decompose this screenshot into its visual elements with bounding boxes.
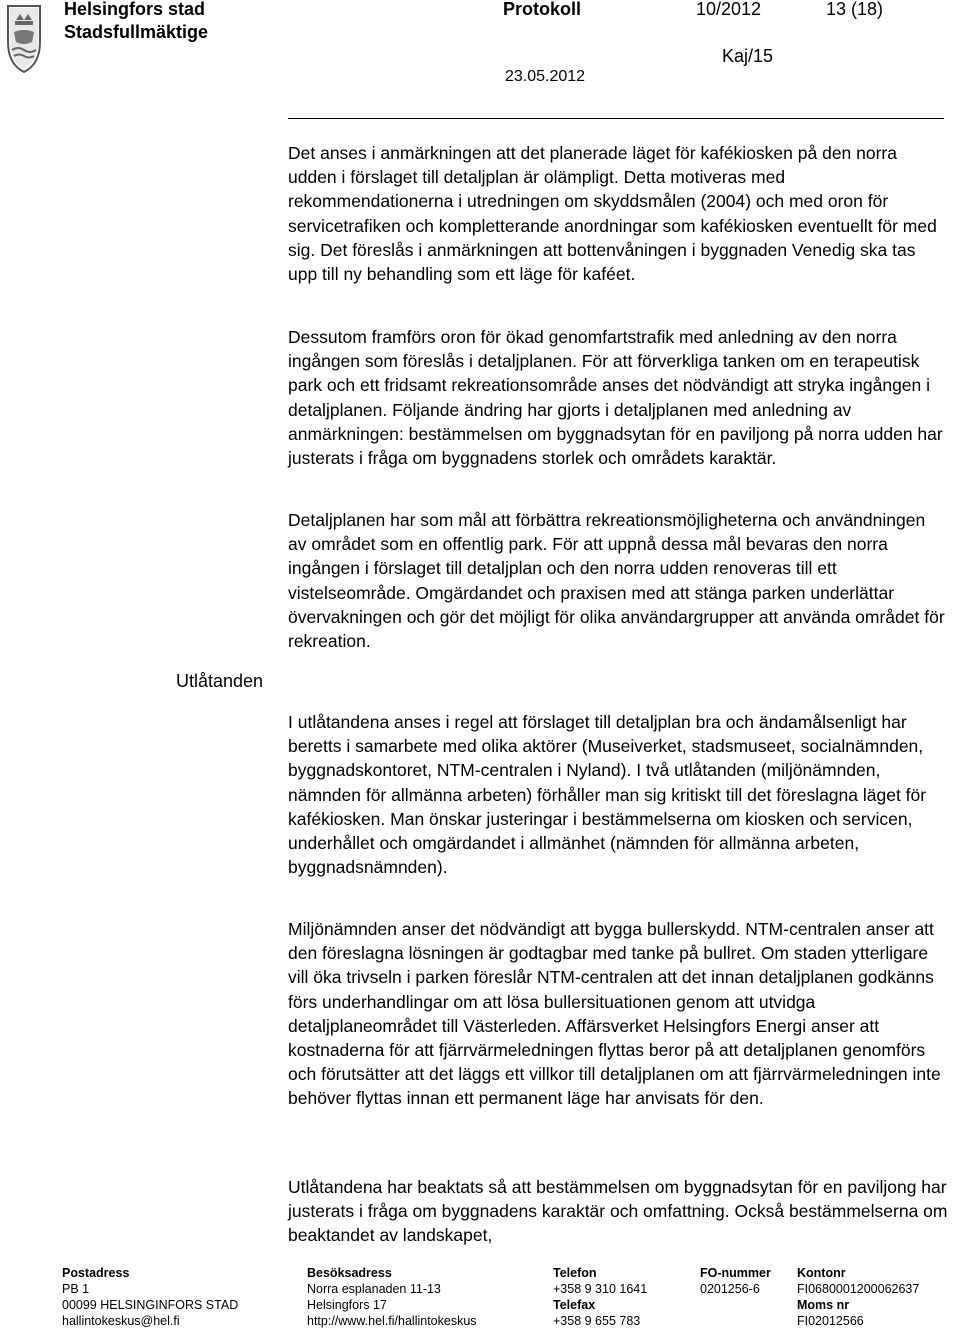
footer-fax-label: Telefax bbox=[553, 1298, 596, 1312]
footer-postal-label: Postadress bbox=[62, 1266, 130, 1280]
section-code: Kaj/15 bbox=[722, 46, 774, 66]
doc-number: 10/2012 bbox=[696, 0, 762, 19]
footer-fo-label: FO-nummer bbox=[700, 1266, 771, 1280]
footer-visit-label: Besöksadress bbox=[307, 1266, 392, 1280]
footer-fax-value: +358 9 655 783 bbox=[553, 1314, 641, 1328]
council-name: Stadsfullmäktige bbox=[64, 22, 209, 42]
paragraph-4: I utlåtandena anses i regel att förslaget till detaljplan bra och ändamålsenligt har beretts i samarbete med olika aktörer (Museiverket, stadsmuseet, socialnämnden, byggnadskontoret, NTM-centralen i Nyland). I två utlåtanden (miljönämnden, nämnden för allmänna arbeten) förhåller man sig kritiskt till det föreslagna läget för kafékiosken. Man önskar justeringar i bestämmelserna om kiosken och servicen, underhållet och omgärdandet i allmänhet (nämnden för allmänna arbeten, byggnadsnämnden). bbox=[288, 712, 927, 878]
side-heading: Utlåtanden bbox=[176, 671, 264, 691]
footer-vat-label: Moms nr bbox=[797, 1298, 850, 1312]
coat-of-arms-icon bbox=[2, 2, 46, 74]
footer-vat-value: FI02012566 bbox=[797, 1314, 864, 1328]
footer-visit bbox=[307, 1265, 477, 1329]
page-number: 13 (18) bbox=[826, 0, 884, 19]
footer-account-label: Kontonr bbox=[797, 1266, 846, 1280]
footer-phone bbox=[553, 1265, 647, 1329]
org-name: Helsingfors stad bbox=[64, 0, 206, 19]
footer-phone-value: +358 9 310 1641 bbox=[553, 1282, 648, 1296]
paragraph-2: Dessutom framförs oron för ökad genomfartstrafik med anledning av den norra ingången som föreslås i detaljplanen. För att förverkliga tanken om en terapeutisk park och ett fridsamt rekreationsområde anses det nödvändigt att stryka ingången i detaljplanen. Följande ändring har gjorts i detaljplanen med anledning av anmärkningen: bestämmelsen om byggnadsytan för en paviljong på norra udden har justerats i fråga om byggnadens storlek och områdets karaktär. bbox=[288, 327, 943, 469]
footer-postal-line: PB 1 bbox=[62, 1282, 90, 1296]
header-rule bbox=[288, 118, 944, 119]
footer-account-value: FI0680001200062637 bbox=[797, 1282, 920, 1296]
footer-postal-line: 00099 HELSINGINFORS STAD bbox=[62, 1298, 239, 1312]
footer-fo-value: 0201256-6 bbox=[700, 1282, 760, 1296]
footer-account bbox=[797, 1265, 919, 1329]
footer-website-link[interactable]: http://www.hel.fi/hallintokeskus bbox=[307, 1314, 477, 1328]
meeting-date: 23.05.2012 bbox=[505, 68, 586, 85]
paragraph-6: Utlåtandena har beaktats så att bestämmelsen om byggnadsytan för en paviljong har justerats i fråga om byggnadens karaktär och omfattning. Också bestämmelserna om beaktandet av landskapet, bbox=[288, 1177, 948, 1246]
footer-postal bbox=[62, 1265, 238, 1329]
paragraph-1: Det anses i anmärkningen att det planerade läget för kafékiosken på den norra udden i förslaget till detaljplan är olämpligt. Detta motiveras med rekommendationerna i utredningen om skyddsmålen (2004) och med oron för servicetrafiken och kompletterande anordningar som kafékiosken eventuellt för med sig. Det föreslås i anmärkningen att bottenvåningen i byggnaden Venedig ska tas upp till ny behandling som ett läge för kaféet. bbox=[288, 143, 937, 285]
paragraph-5: Miljönämnden anser det nödvändigt att bygga bullerskydd. NTM-centralen anser att den föreslagna lösningen är godtagbar med tanke på bullret. Om staden ytterligare vill öka trivseln i parken föreslår NTM-centralen att det innan detaljplanen godkänns förs underhandlingar om att lösa bullersituationen genom att utvidga detaljplaneområdet till Västerleden. Affärsverket Helsingfors Energi anser att kostnaderna för att fjärrvärmeledningen flyttas beror på att detaljplanen genomförs och förutsätter att det läggs ett villkor till detaljplanen om att fjärrvärmeledningen inte behöver flyttas innan ett permanent läge har anvisats för den. bbox=[288, 919, 941, 1109]
footer-visit-line: Helsingfors 17 bbox=[307, 1298, 387, 1312]
footer-visit-line: Norra esplanaden 11-13 bbox=[307, 1282, 441, 1296]
footer-fo bbox=[700, 1265, 771, 1297]
footer-phone-label: Telefon bbox=[553, 1266, 597, 1280]
footer-email-link[interactable]: hallintokeskus@hel.fi bbox=[62, 1314, 180, 1328]
doc-type: Protokoll bbox=[503, 0, 582, 19]
paragraph-3: Detaljplanen har som mål att förbättra rekreationsmöjligheterna och användningen av området som en offentlig park. För att uppnå dessa mål bevaras den norra ingången i förslaget till detaljplan och den norra udden renoveras till ett vistelseområde. Omgärdandet och praxisen med att stänga parken underlättar övervakningen och gör det möjligt för olika användargrupper att använda området för rekreation. bbox=[288, 510, 945, 652]
